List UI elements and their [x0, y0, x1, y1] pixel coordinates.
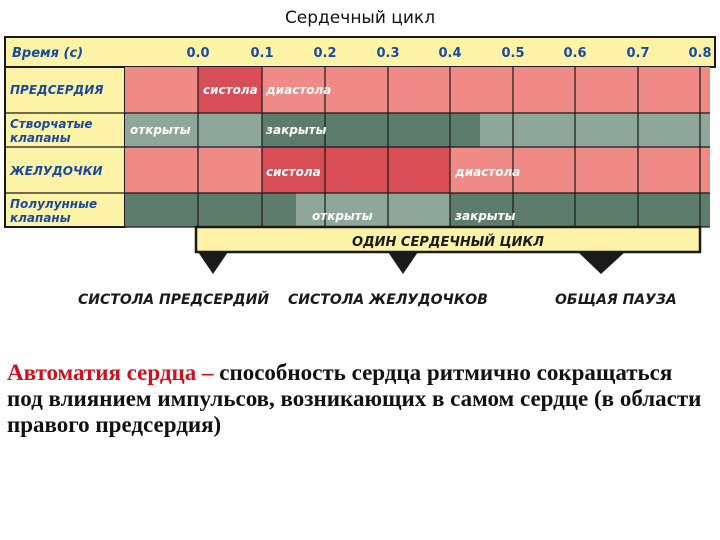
segment-label-ventricles-diastole: диастола	[455, 165, 521, 179]
tick-label: 0.3	[376, 46, 400, 61]
row-label-ventricles: ЖЕЛУДОЧКИ	[10, 164, 103, 178]
cardiac-cycle-diagram	[0, 34, 720, 324]
phase-label-ventricular-systole: СИСТОЛА ЖЕЛУДОЧКОВ	[288, 292, 488, 308]
page-title: Сердечный цикл	[284, 8, 436, 28]
definition-paragraph	[7, 360, 707, 438]
segment-label-atria-systole: систола	[203, 83, 258, 97]
segment-label-semilunar-open: открыты	[312, 209, 373, 223]
tick-label: 0.8	[688, 46, 712, 61]
definition-text: способность сердца ритмично сокращаться под влиянием импульсов, возникающих в самом сердце (в области правого предсердия)	[7, 360, 702, 437]
tick-label: 0.2	[313, 46, 337, 61]
segment-label-av-open: открыты	[130, 123, 191, 137]
tick-label: 0.5	[501, 46, 525, 61]
row-label-av-valves-line2: клапаны	[10, 131, 71, 145]
time-header-background	[5, 37, 715, 67]
tick-label: 0.0	[186, 46, 210, 61]
segment-label-atria-diastole: диастола	[266, 83, 332, 97]
time-axis-label: Время (с)	[12, 46, 84, 61]
definition-term: Автоматия сердца –	[7, 360, 214, 385]
segment-label-ventricles-systole: систола	[266, 165, 321, 179]
row-label-semilunar-line2: клапаны	[10, 211, 71, 225]
phase-label-atrial-systole: СИСТОЛА ПРЕДСЕРДИЙ	[78, 292, 270, 308]
row-label-av-valves-line1: Створчатые	[10, 117, 93, 131]
row-label-atria: ПРЕДСЕРДИЯ	[10, 83, 104, 97]
tick-label: 0.4	[438, 46, 462, 61]
tick-label: 0.1	[250, 46, 274, 61]
phase-label-general-pause: ОБЩАЯ ПАУЗА	[555, 292, 677, 308]
segment-label-semilunar-closed: закрыты	[455, 209, 516, 223]
tick-label: 0.6	[563, 46, 587, 61]
row-label-semilunar-line1: Полулунные	[10, 197, 98, 211]
segment-label-av-closed: закрыты	[266, 123, 327, 137]
cardiac-cycle-label: ОДИН СЕРДЕЧНЫЙ ЦИКЛ	[352, 235, 544, 250]
time-ticks	[186, 46, 711, 61]
tick-label: 0.7	[626, 46, 650, 61]
phase-pointers	[198, 252, 625, 274]
